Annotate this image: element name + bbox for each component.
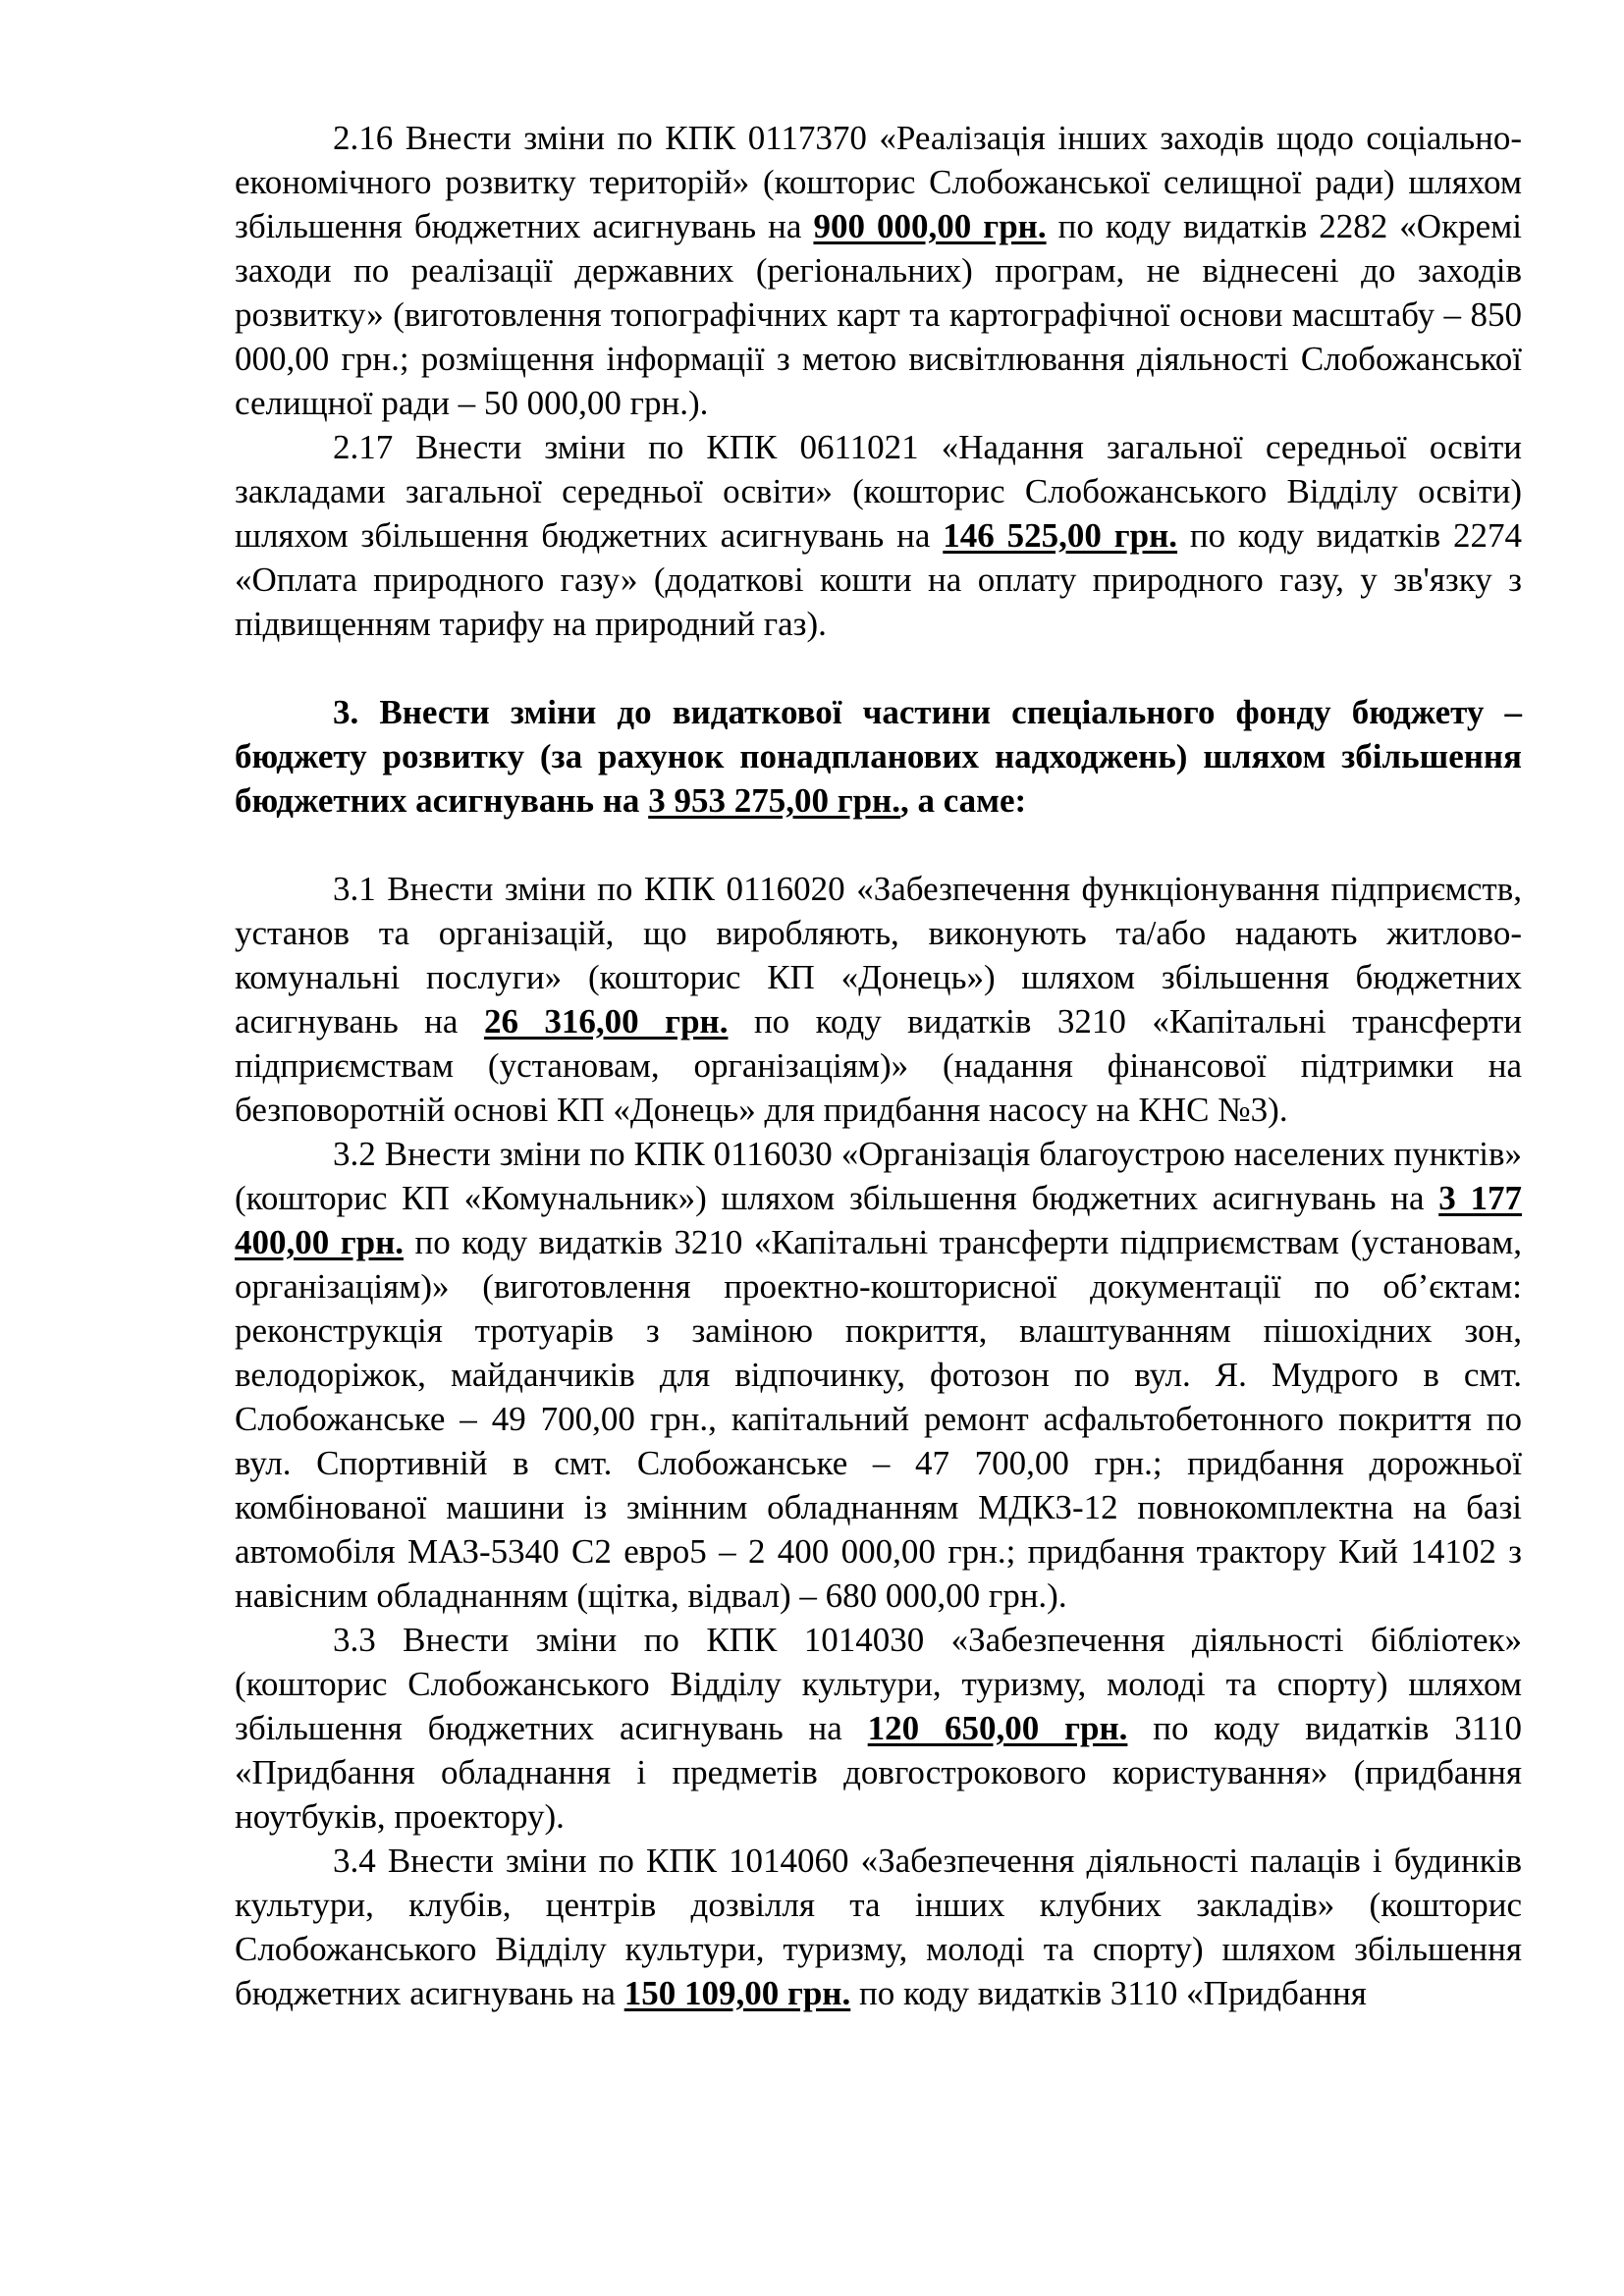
spacer — [235, 646, 1522, 690]
section-3-text-a: 3. Внести зміни до видаткової частини спеціального фонду бюджету – бюджету розвитку (за рахунок понадпланових надходжень) шляхом збільшення бюджетних асигнувань на — [235, 693, 1522, 820]
paragraph-3-1-text-b: по коду видатків 3210 «Капітальні трансферти підприємствам (установам, організаціям)» (надання фінансової підтримки на безповоротній основі КП «Донець» для придбання насосу на КНС №3). — [235, 1002, 1522, 1129]
paragraph-2-16-text-a: 2.16 Внести зміни по КПК 0117370 «Реалізація інших заходів щодо соціально-економічного розвитку територій» (кошторис Слобожанської селищної ради) шляхом збільшення бюджетних асигнувань на — [235, 119, 1522, 245]
section-3-text-b: , а саме: — [899, 781, 1027, 820]
paragraph-2-17-text-a: 2.17 Внести зміни по КПК 0611021 «Надання загальної середньої освіти закладами загальної середньої освіти» (кошторис Слобожанського Відділу освіти) шляхом збільшення бюджетних асигнувань на — [235, 428, 1522, 555]
paragraph-2-17-amount: 146 525,00 грн. — [943, 516, 1178, 555]
document-body — [235, 116, 1522, 2015]
paragraph-2-16-text-b: по коду видатків 2282 «Окремі заходи по реалізації державних (регіональних) програм, не віднесені до заходів розвитку» (виготовлення топографічних карт та картографічної основи масштабу – 850 000,00 грн.; розміщення інформації з метою висвітлювання діяльності Слобожанської селищної ради – 50 000,00 грн.). — [235, 207, 1522, 422]
paragraph-3-3 — [235, 1618, 1522, 1839]
paragraph-3-4-text-b: по коду видатків 3110 «Придбання — [850, 1974, 1367, 2012]
paragraph-3-3-text-b: по коду видатків 3110 «Придбання обладнання і предметів довгострокового користування» (придбання ноутбуків, проектору). — [235, 1709, 1523, 1836]
paragraph-2-17-text-b: по коду видатків 2274 «Оплата природного газу» (додаткові кошти на оплату природного газу, у зв'язку з підвищенням тарифу на природний газ). — [235, 516, 1523, 643]
section-3-heading — [235, 690, 1522, 823]
spacer — [235, 823, 1522, 867]
paragraph-2-17 — [235, 425, 1522, 646]
paragraph-3-4-amount: 150 109,00 грн. — [623, 1974, 851, 2012]
paragraph-3-1-text-a: 3.1 Внести зміни по КПК 0116020 «Забезпечення функціонування підприємств, установ та організацій, що виробляють, виконують та/або надають житлово-комунальні послуги» (кошторис КП «Донець») шляхом збільшення бюджетних асигнувань на — [235, 870, 1522, 1041]
section-3-amount: 3 953 275,00 грн. — [648, 781, 900, 820]
paragraph-3-4 — [235, 1839, 1522, 2015]
paragraph-3-2-amount: 3 177 400,00 грн. — [235, 1179, 1522, 1261]
paragraph-3-2-text-a: 3.2 Внести зміни по КПК 0116030 «Організація благоустрою населених пунктів» (кошторис КП «Комунальник») шляхом збільшення бюджетних асигнувань на — [235, 1135, 1522, 1217]
paragraph-2-16 — [235, 116, 1522, 425]
paragraph-3-3-amount: 120 650,00 грн. — [867, 1709, 1128, 1747]
paragraph-2-16-amount: 900 000,00 грн. — [813, 207, 1047, 245]
paragraph-3-4-text-a: 3.4 Внести зміни по КПК 1014060 «Забезпечення діяльності палаців і будинків культури, клубів, центрів дозвілля та інших клубних закладів» (кошторис Слобожанського Відділу культури, туризму, молоді та спорту) шляхом збільшення бюджетних асигнувань на — [235, 1842, 1522, 2012]
paragraph-3-2 — [235, 1132, 1522, 1618]
paragraph-3-1 — [235, 867, 1522, 1132]
paragraph-3-2-text-b: по коду видатків 3210 «Капітальні трансферти підприємствам (установам, організаціям)» (виготовлення проектно-кошторисної документації по об’єктам: реконструкція тротуарів з заміною покриття, влаштуванням пішохідних зон, велодоріжок, майданчиків для відпочинку, фотозон по вул. Я. Мудрого в смт. Слобожанське – 49 700,00 грн., капітальний ремонт асфальтобетонного покриття по вул. Спортивній в смт. Слобожанське – 47 700,00 грн.; придбання дорожньої комбінованої машини із змінним обладнанням МДКЗ-12 повнокомплектна на базі автомобіля МАЗ-5340 С2 евро5 – 2 400 000,00 грн.; придбання трактору Кий 14102 з навісним обладнанням (щітка, відвал) – 680 000,00 грн.). — [235, 1223, 1522, 1615]
paragraph-3-3-text-a: 3.3 Внести зміни по КПК 1014030 «Забезпечення діяльності бібліотек» (кошторис Слобожанського Відділу культури, туризму, молоді та спорту) шляхом збільшення бюджетних асигнувань на — [235, 1621, 1522, 1747]
paragraph-3-1-amount: 26 316,00 грн. — [483, 1002, 729, 1041]
